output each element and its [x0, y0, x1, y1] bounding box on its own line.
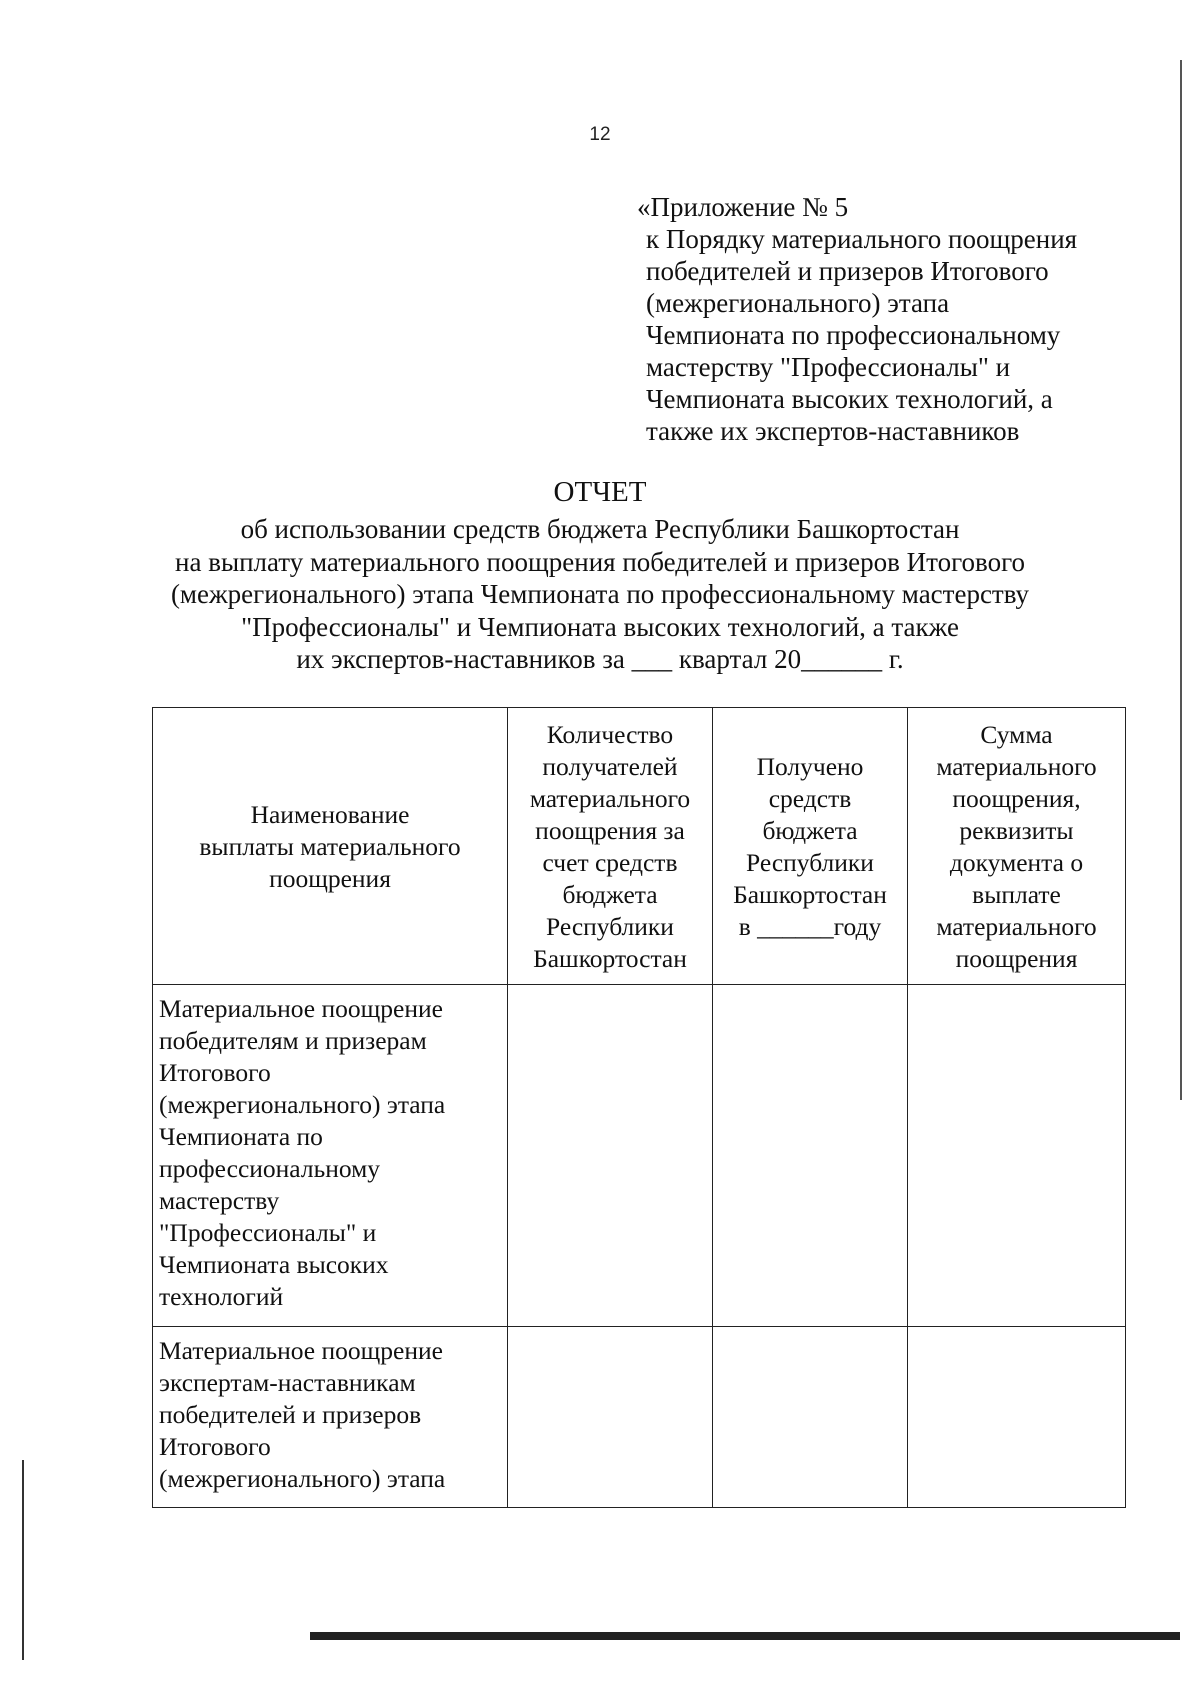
empty-cell[interactable]: [908, 1327, 1126, 1508]
table-header-row: [153, 708, 1126, 985]
appendix-line: Чемпионата высоких технологий, а: [646, 384, 1053, 414]
header-recipients-count: Количество получателей материального поощрения за счет средств бюджета Республики Башкортостан: [508, 708, 713, 985]
row-label-experts: Материальное поощрение экспертам-наставникам победителей и призеров Итогового (межрегионального) этапа: [153, 1327, 508, 1508]
table-row: [153, 985, 1126, 1327]
page-number: 12: [589, 124, 611, 145]
empty-cell[interactable]: [713, 1327, 908, 1508]
appendix-line: мастерству "Профессионалы" и: [646, 352, 1011, 382]
appendix-line: «Приложение № 5: [637, 192, 849, 222]
subtitle-line: "Профессионалы" и Чемпионата высоких технологий, а также: [241, 611, 959, 642]
table-row: [153, 1327, 1126, 1508]
appendix-line: Чемпионата по профессиональному: [646, 320, 1061, 350]
header-amount-details: Сумма материального поощрения, реквизиты документа о выплате материального поощрения: [908, 708, 1126, 985]
report-title: ОТЧЕТ: [553, 476, 647, 508]
report-subtitle: [0, 513, 1200, 676]
empty-cell[interactable]: [713, 985, 908, 1327]
appendix-line: к Порядку материального поощрения: [646, 224, 1078, 254]
scan-edge-right: [1180, 60, 1182, 1100]
appendix-line: победителей и призеров Итогового: [646, 256, 1049, 286]
subtitle-line: на выплату материального поощрения победителей и призеров Итогового: [175, 546, 1025, 577]
subtitle-line: об использовании средств бюджета Республики Башкортостан: [240, 514, 960, 544]
empty-cell[interactable]: [508, 985, 713, 1327]
empty-cell[interactable]: [908, 985, 1126, 1327]
appendix-line: (межрегионального) этапа: [646, 288, 950, 318]
scan-edge-bottom: [310, 1632, 1180, 1640]
empty-cell[interactable]: [508, 1327, 713, 1508]
report-table: [152, 707, 1126, 1508]
subtitle-line: (межрегионального) этапа Чемпионата по профессиональному мастерству: [170, 579, 1030, 609]
row-label-winners: Материальное поощрение победителям и призерам Итогового (межрегионального) этапа Чемпионата по профессиональному мастерству "Профессионалы" и Чемпионата высоких технологий: [153, 985, 508, 1327]
appendix-line: также их экспертов-наставников: [646, 416, 1020, 446]
scan-edge-left: [22, 1460, 24, 1660]
appendix-reference: [637, 191, 1166, 447]
subtitle-line: их экспертов-наставников за ___ квартал 20______ г.: [296, 644, 904, 674]
header-funds-received: Получено средств бюджета Республики Башкортостан в ______году: [713, 708, 908, 985]
header-name: Наименование выплаты материального поощрения: [153, 708, 508, 985]
